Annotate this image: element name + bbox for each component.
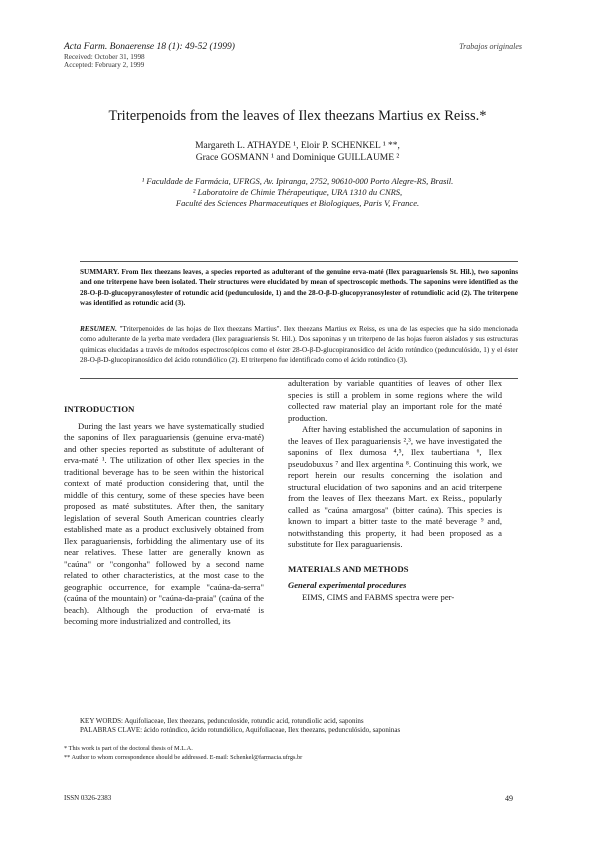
issn: ISSN 0326-2383 <box>64 794 112 802</box>
authors-line-2: Grace GOSMANN ¹ and Dominique GUILLAUME ² <box>195 153 400 163</box>
footnote-2: ** Author to whom correspondence should be addressed. E-mail: Schenkel@farmacia.ufrgs.br <box>64 754 303 761</box>
accepted-date: Accepted: February 2, 1999 <box>64 61 145 70</box>
summary-text: From Ilex theezans leaves, a species reported as adulterant of the genuine erva-maté (Ilex paraguariensis St. Hil.), two saponins and one triterpene have been isolated. Their structures were elucidated by mean of spectroscopic methods. The saponins were identified as the 28-O-β-D-glucopyranosylester of rotundic acid (pedunculoside, 1) and the 28-O-β-D-glucopyranosylester of rotundiolic acid (2). The triterpene was identified as rotundic acid (3). <box>80 268 518 307</box>
keywords-spanish: PALABRAS CLAVE: ácido rotúndico, ácido rotundiólico, Aquifoliaceae, Ilex theezans, pedunculósido, saponinas <box>80 726 401 735</box>
methods-paragraph-1: EIMS, CIMS and FABMS spectra were per- <box>302 591 455 602</box>
footnotes <box>64 744 524 762</box>
submission-history <box>64 53 145 70</box>
footnote-1: * This work is part of the doctoral thesis of M.L.A. <box>64 745 193 752</box>
keywords-english: KEY WORDS: Aquifoliaceae, Ilex theezans, pedunculoside, rotundic acid, rotundiolic acid, saponins <box>80 717 364 725</box>
section-label: Trabajos originales <box>459 42 522 51</box>
affiliations <box>40 176 555 209</box>
affiliation-2-line-1: ² Laboratoire de Chimie Thérapeutique, URA 1310 du CNRS, <box>192 187 403 197</box>
resumen-abstract <box>80 324 518 365</box>
summary-abstract <box>80 267 518 308</box>
authors-line-1: Margareth L. ATHAYDE ¹, Eloir P. SCHENKEL ¹ **, <box>195 141 400 151</box>
resumen-text: "Triterpenoides de las hojas de Ilex theezans Martius". Ilex theezans Martius ex Reiss, es una de las especies que ha sido mencionada como adulterante de la yerba mate verdadera (Ilex paraguariensis St. Hil.). Dos saponinas y un triterpeno de las hojas fueron aislados y sus estructuras químicas elucidadas a través de métodos espectroscópicos como el éster 28-O-β-D-glucopiranosídico del ácido rotúndico (pedunculósido, 1) y el éster 28-O-β-D-glucopiranosídico del ácido rotundiólico (2). El triterpeno fue identificado como el ácido rotúndico (3). <box>80 325 518 364</box>
summary-lead: SUMMARY. <box>80 268 120 276</box>
left-column <box>64 404 264 628</box>
journal-citation: Acta Farm. Bonaerense 18 (1): 49-52 (1999) <box>64 42 235 52</box>
methods-heading: MATERIALS AND METHODS <box>288 563 409 574</box>
affiliation-2-line-2: Faculté des Sciences Pharmaceutiques et Biologiques, Paris V, France. <box>175 198 420 208</box>
resumen-lead: RESUMEN. <box>80 325 117 333</box>
introduction-heading: INTRODUCTION <box>64 404 135 414</box>
abstract-top-rule <box>80 261 518 262</box>
general-procedures-heading: General experimental procedures <box>288 580 407 590</box>
intro-paragraph-1-continued: adulteration by variable quantities of leaves of other Ilex species is still a problem in some regions where the wild collected raw material play an important role for the maté production. <box>288 378 502 423</box>
right-column <box>288 378 502 603</box>
paper-title: Triterpenoids from the leaves of Ilex theezans Martius ex Reiss.* <box>108 108 487 124</box>
received-date: Received: October 31, 1998 <box>64 53 145 61</box>
author-list <box>40 140 555 164</box>
intro-paragraph-2: After having established the accumulation of saponins in the leaves of Ilex paraguariensis ²,³, we have investigated the saponins of Ilex dumosa ⁴,⁵, Ilex taubertiana ⁶, Ilex pseudobuxus ⁷ and Ilex argentina ⁸. Continuing this work, we report herein our results concerning the isolation and structural elucidation of two saponins and an acid triterpene from the leaves of Ilex theezans Mart. ex Reiss., popularly called as "caúna amargosa" (bitter caúna). This species is known to impart a bitter taste to the maté beverage ⁹ and, notwithstanding this property, it had been proposed as a substitute for Ilex paraguariensis. <box>288 424 502 549</box>
affiliation-1: ¹ Faculdade de Farmácia, UFRGS, Av. Ipiranga, 2752, 90610-000 Porto Alegre-RS, Brasil. <box>141 176 454 186</box>
page-number: 49 <box>505 794 513 803</box>
keywords-block <box>80 717 530 735</box>
intro-paragraph-1: During the last years we have systematically studied the saponins of Ilex paraguariensis (genuine erva-maté) and other species reported as substitute of adulterant of erva-maté ¹. The utilization of other Ilex species in the traditional beverage has to be seen within the historical context of maté production considering that, until the middle of this century, some of these species have been proposed as maté substitutes. After then, the sanitary legislation of several South American countries clearly established mate as a product exclusively obtained from Ilex paraguariensis, forbidding the alimentary use of its near relatives. These latter are generally known as "caúna" or "congonha" followed by a second name related to other characteristics, at the most case to the geographic occurrence, for example "caúna-da-serra" (caúna of the mountain) or "caúna-da-praia" (caúna of the beach). Although the production of erva-maté is becoming more industrialized and controlled, its <box>64 420 264 626</box>
